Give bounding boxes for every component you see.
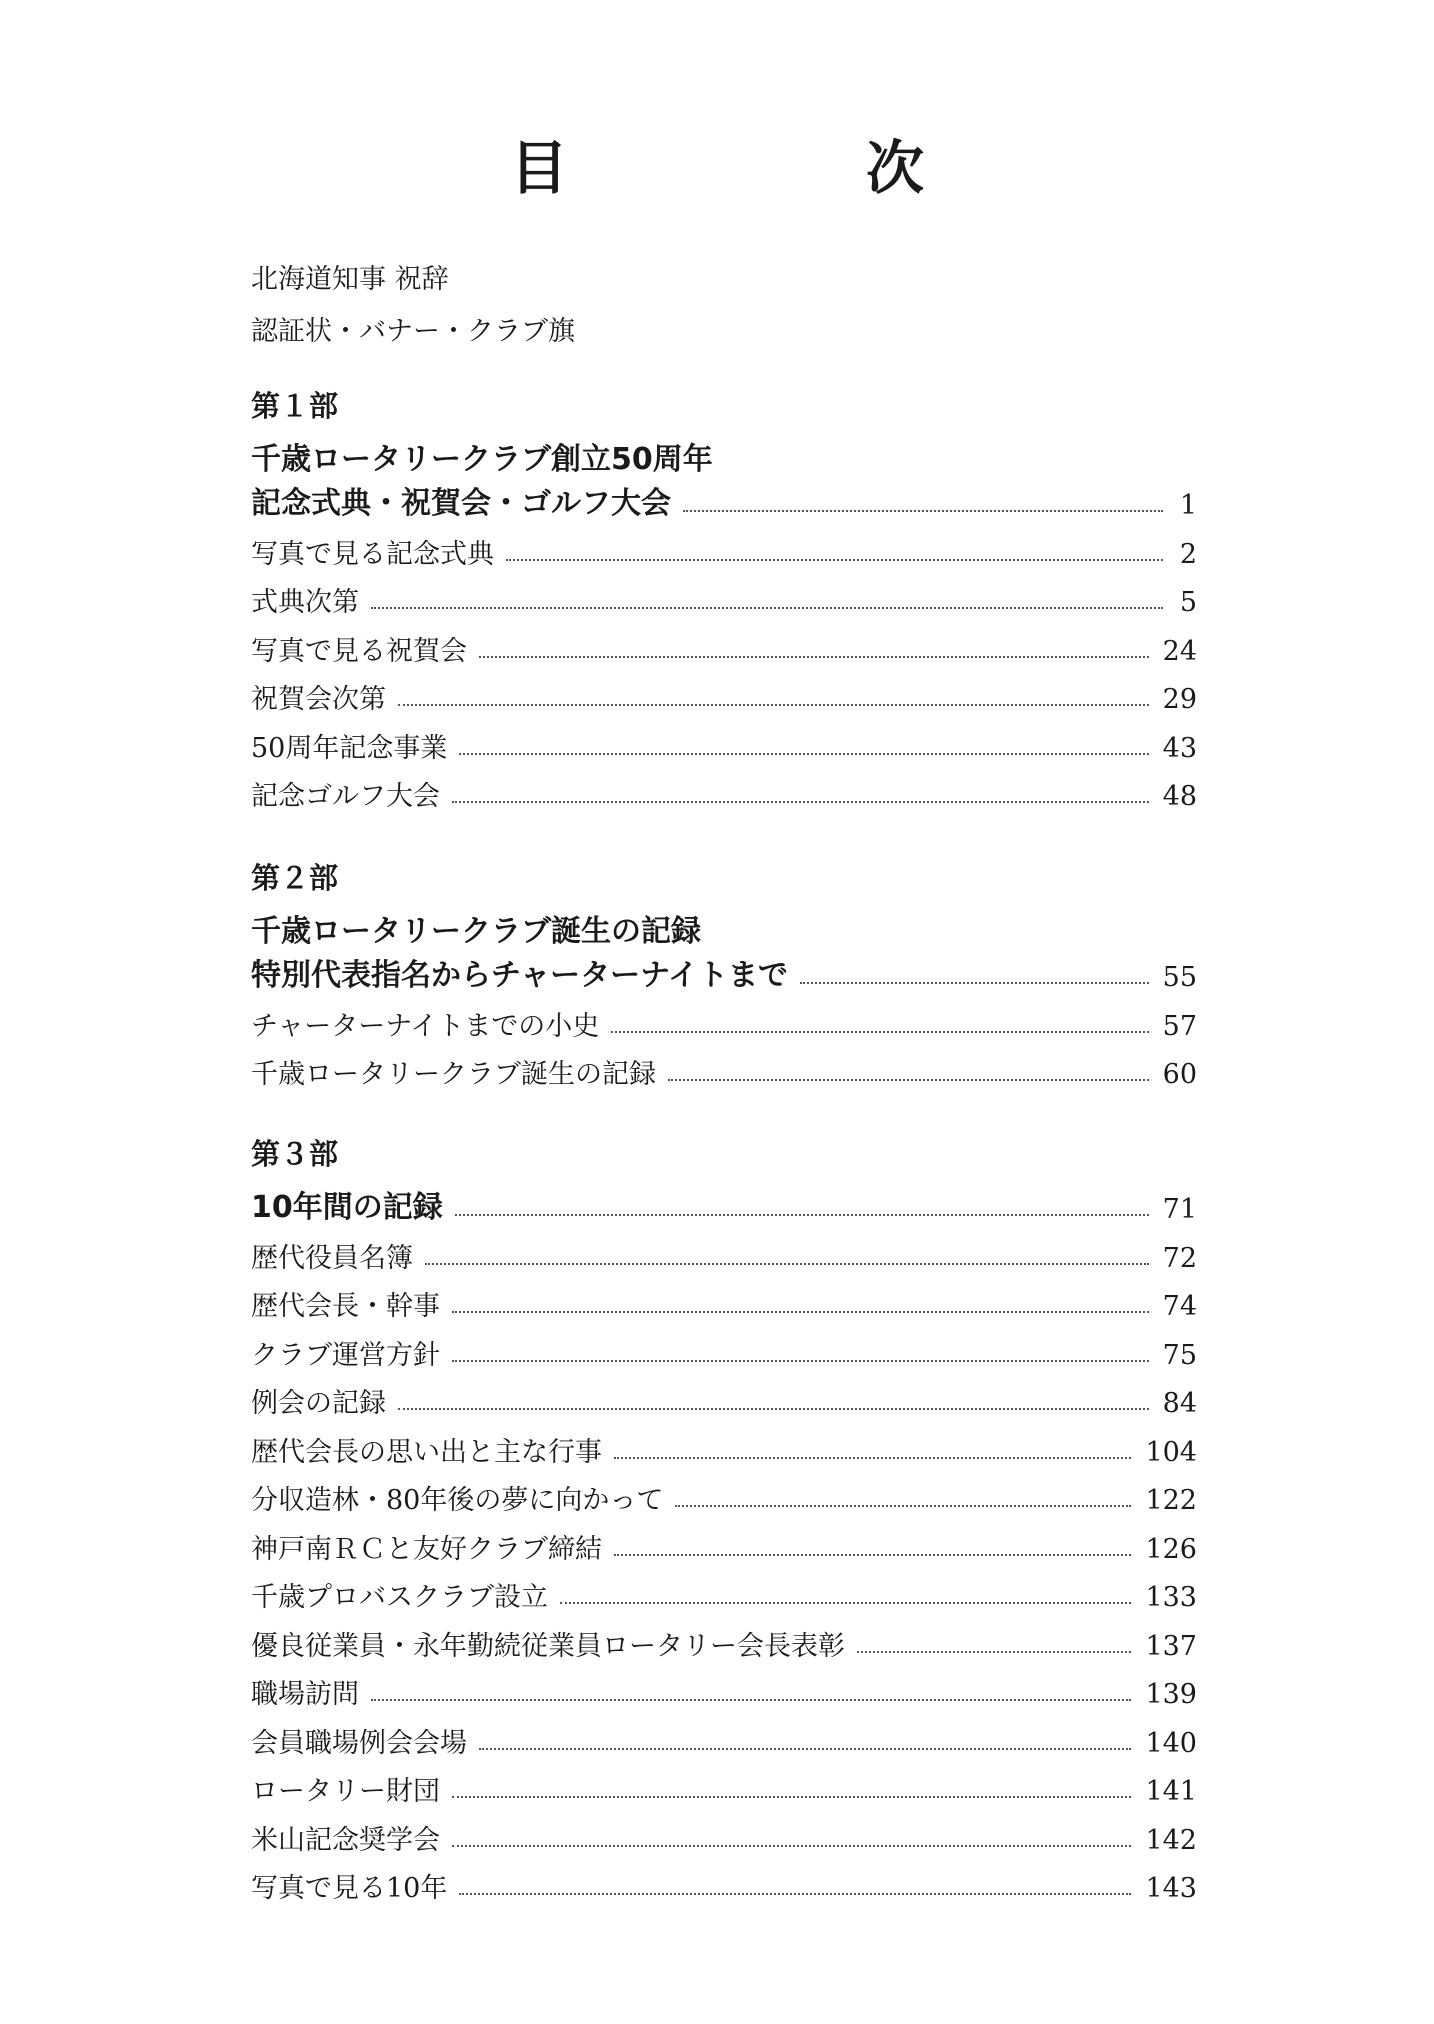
- toc-entry-title: 特別代表指名からチャーターナイトまで: [251, 958, 788, 993]
- toc-row[interactable]: [251, 1047, 1197, 1096]
- part-2: [251, 858, 1197, 1095]
- leader-dots: [371, 1699, 1131, 1701]
- leader-dots: [611, 1031, 1148, 1033]
- toc-entry-title: 歴代会長の思い出と主な行事: [251, 1436, 602, 1468]
- toc-row[interactable]: [251, 526, 1197, 575]
- toc-row[interactable]: [251, 672, 1197, 721]
- leader-dots: [452, 1311, 1149, 1313]
- page-number: 71: [1162, 1194, 1197, 1225]
- toc-entry-title: 優良従業員・永年勤続従業員ロータリー会長表彰: [251, 1630, 845, 1662]
- toc-entry-title: 記念式典・祝賀会・ゴルフ大会: [251, 486, 671, 521]
- toc-row[interactable]: [251, 575, 1197, 624]
- toc-row[interactable]: [251, 1376, 1197, 1425]
- toc-entry-title: 式典次第: [251, 587, 359, 618]
- toc-row[interactable]: [251, 482, 1197, 526]
- toc-entry-title: 写真で見る記念式典: [251, 538, 494, 570]
- front-matter-item: 北海道知事 祝辞: [251, 264, 449, 295]
- toc-row[interactable]: [251, 1618, 1197, 1667]
- page-number: 75: [1162, 1339, 1197, 1371]
- leader-dots: [479, 656, 1149, 658]
- page-number: 2: [1179, 538, 1197, 570]
- toc-row[interactable]: [251, 623, 1197, 672]
- leader-dots: [452, 1796, 1131, 1798]
- leader-dots: [857, 1651, 1131, 1653]
- page-number: 143: [1145, 1873, 1197, 1904]
- toc-entry-title: 会員職場例会会場: [251, 1727, 467, 1759]
- toc-row[interactable]: [251, 769, 1197, 818]
- leader-dots: [675, 1505, 1131, 1507]
- toc-row[interactable]: [251, 1279, 1197, 1328]
- leader-dots: [452, 1845, 1131, 1847]
- toc-entry-title: 50周年記念事業: [251, 732, 448, 764]
- page-number: 133: [1145, 1582, 1197, 1613]
- toc-row[interactable]: [251, 1715, 1197, 1764]
- toc-entry-title: 神戸南ＲＣと友好クラブ締結: [251, 1533, 602, 1565]
- page-number: 139: [1145, 1679, 1197, 1710]
- page-title: 目 次: [509, 134, 1044, 202]
- toc-row[interactable]: [251, 1424, 1197, 1473]
- page-number: 5: [1179, 587, 1197, 618]
- toc-entry-title: 祝賀会次第: [251, 684, 386, 715]
- page-number: 55: [1162, 962, 1197, 993]
- toc-row[interactable]: [251, 1327, 1197, 1376]
- page-number: 74: [1162, 1291, 1197, 1322]
- leader-dots: [398, 1408, 1149, 1410]
- leader-dots: [683, 510, 1163, 512]
- toc-entry-title: 千歳プロバスクラブ設立: [251, 1582, 548, 1613]
- front-matter: [251, 254, 575, 358]
- toc-entry-title: 写真で見る祝賀会: [251, 635, 467, 667]
- page-number: 84: [1162, 1388, 1197, 1419]
- page-number: 43: [1162, 732, 1197, 764]
- toc-entry-title: 千歳ロータリークラブ誕生の記録: [251, 1059, 656, 1090]
- part-title-line1: 千歳ロータリークラブ誕生の記録: [251, 914, 701, 949]
- toc-entry-title: 歴代会長・幹事: [251, 1291, 440, 1322]
- leader-dots: [668, 1079, 1149, 1081]
- toc-row[interactable]: [251, 954, 1197, 998]
- part-label: 第１部: [251, 389, 339, 423]
- page-number: 104: [1145, 1436, 1197, 1468]
- toc-entry-title: 記念ゴルフ大会: [251, 781, 440, 812]
- part-3: [251, 1134, 1197, 1909]
- page-number: 1: [1179, 490, 1197, 521]
- page-number: 122: [1145, 1485, 1197, 1516]
- leader-dots: [452, 801, 1149, 803]
- toc-entry-title: 10年間の記録: [251, 1190, 443, 1225]
- toc-entry-title: 米山記念奨学会: [251, 1824, 440, 1856]
- leader-dots: [506, 559, 1163, 561]
- toc-entry-title: ロータリー財団: [251, 1776, 440, 1807]
- page-number: 140: [1145, 1727, 1197, 1759]
- toc-row[interactable]: [251, 1667, 1197, 1716]
- leader-dots: [371, 607, 1163, 609]
- page-number: 141: [1145, 1776, 1197, 1807]
- toc-row[interactable]: [251, 1812, 1197, 1861]
- part-label: 第２部: [251, 861, 339, 895]
- page-number: 48: [1162, 781, 1197, 812]
- page-number: 60: [1162, 1059, 1197, 1090]
- leader-dots: [800, 982, 1149, 984]
- page-number: 126: [1145, 1533, 1197, 1565]
- leader-dots: [614, 1457, 1131, 1459]
- page-number: 29: [1162, 684, 1197, 715]
- part-1: [251, 386, 1197, 817]
- toc-row[interactable]: [251, 1473, 1197, 1522]
- toc-row[interactable]: [251, 1230, 1197, 1279]
- leader-dots: [459, 753, 1148, 755]
- toc-row[interactable]: [251, 1570, 1197, 1619]
- toc-row[interactable]: [251, 720, 1197, 769]
- page-number: 137: [1145, 1630, 1197, 1662]
- page-number: 142: [1145, 1824, 1197, 1856]
- toc-row[interactable]: [251, 998, 1197, 1047]
- leader-dots: [398, 704, 1149, 706]
- toc-entry-title: 歴代役員名簿: [251, 1242, 413, 1274]
- front-matter-item: 認証状・バナー・クラブ旗: [251, 316, 575, 347]
- leader-dots: [479, 1748, 1131, 1750]
- toc-entry-title: 分収造林・80年後の夢に向かって: [251, 1485, 664, 1516]
- page-number: 72: [1162, 1242, 1197, 1274]
- leader-dots: [614, 1554, 1131, 1556]
- toc-row[interactable]: [251, 1861, 1197, 1910]
- page-number: 24: [1162, 635, 1197, 667]
- part-title-line1: 千歳ロータリークラブ創立50周年: [251, 442, 713, 477]
- page-number: 57: [1162, 1010, 1197, 1042]
- leader-dots: [452, 1360, 1149, 1362]
- toc-row[interactable]: [251, 1521, 1197, 1570]
- leader-dots: [560, 1602, 1131, 1604]
- toc-entry-title: 例会の記録: [251, 1388, 386, 1419]
- toc-entry-title: チャーターナイトまでの小史: [251, 1010, 600, 1042]
- toc-row[interactable]: [251, 1186, 1197, 1230]
- toc-entry-title: クラブ運営方針: [251, 1339, 440, 1371]
- leader-dots: [425, 1263, 1149, 1265]
- toc-entry-title: 職場訪問: [251, 1679, 359, 1710]
- toc-entry-title: 写真で見る10年: [251, 1873, 448, 1904]
- leader-dots: [455, 1214, 1149, 1216]
- toc-row[interactable]: [251, 1764, 1197, 1813]
- part-label: 第３部: [251, 1137, 339, 1171]
- leader-dots: [459, 1893, 1131, 1895]
